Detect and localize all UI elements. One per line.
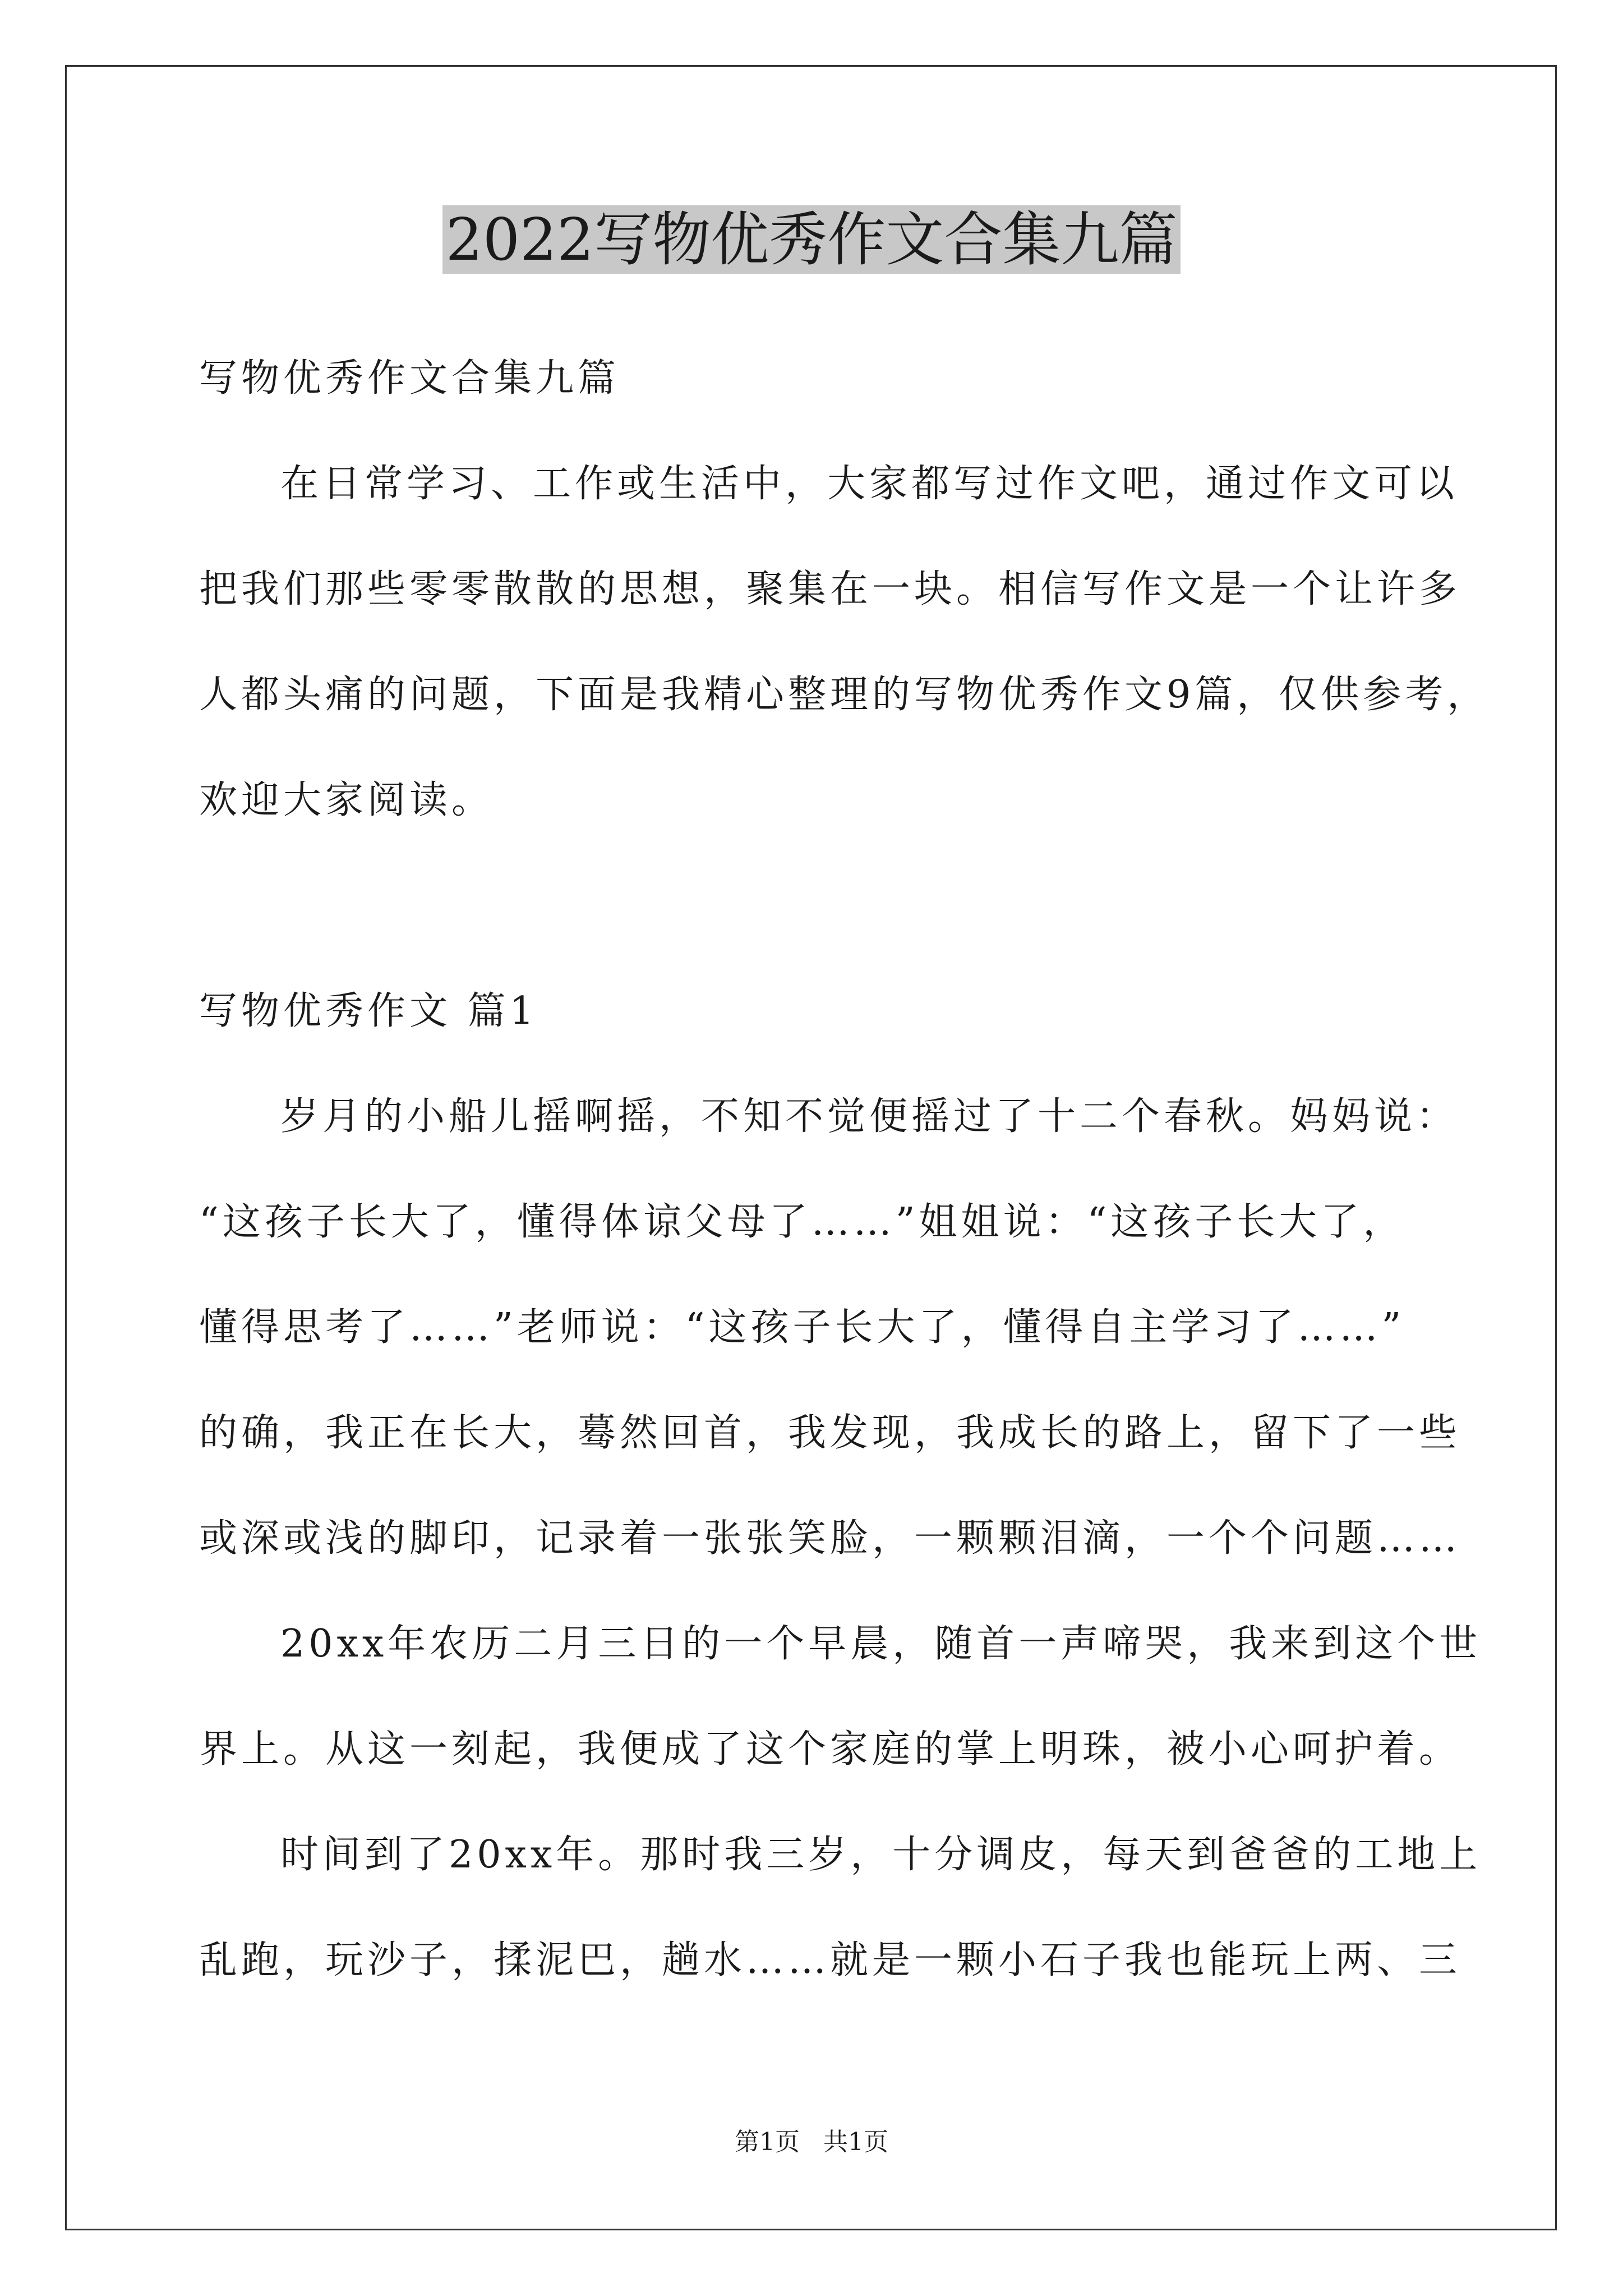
section-heading: 写物优秀作文 篇1 [199,989,538,1033]
document-title: 2022写物优秀作文合集九篇 [0,203,1623,276]
intro-line: 在日常学习、工作或生活中，大家都写过作文吧，通过作文可以 [280,462,1459,506]
essay-line: 乱跑，玩沙子，揉泥巴，趟水……就是一颗小石子我也能玩上两、三 [199,1938,1461,1982]
essay-line: 或深或浅的脚印，记录着一张张笑脸，一颗颗泪滴，一个个问题…… [199,1516,1461,1561]
paragraph-spacer [199,875,1467,981]
intro-line: 人都头痛的问题，下面是我精心整理的写物优秀作文9篇，仅供参考， [199,673,1490,717]
essay-line: 时间到了20xx年。那时我三岁，十分调皮，每天到爸爸的工地上 [280,1833,1482,1877]
essay-line: 界上。从这一刻起，我便成了这个家庭的掌上明珠，被小心呵护着。 [199,1727,1461,1772]
subtitle: 写物优秀作文合集九篇 [199,356,620,401]
essay-line: 20xx年农历二月三日的一个早晨，随首一声啼哭，我来到这个世 [280,1622,1482,1666]
essay-line: 的确，我正在长大，蓦然回首，我发现，我成长的路上，留下了一些 [199,1411,1461,1455]
page-number-footer: 第1页 共1页 [735,2128,888,2156]
intro-line: 把我们那些零零散散的思想，聚集在一块。相信写作文是一个让许多 [199,567,1461,611]
essay-line: 岁月的小船儿摇啊摇，不知不觉便摇过了十二个春秋。妈妈说： [280,1094,1459,1139]
essay-line: “这孩子长大了，懂得体谅父母了……”姐姐说：“这孩子长大了， [199,1200,1405,1244]
essay-line: 懂得思考了……”老师说：“这孩子长大了，懂得自主学习了……” [199,1305,1405,1350]
document-body [199,348,1490,2035]
intro-line: 欢迎大家阅读。 [199,778,494,822]
